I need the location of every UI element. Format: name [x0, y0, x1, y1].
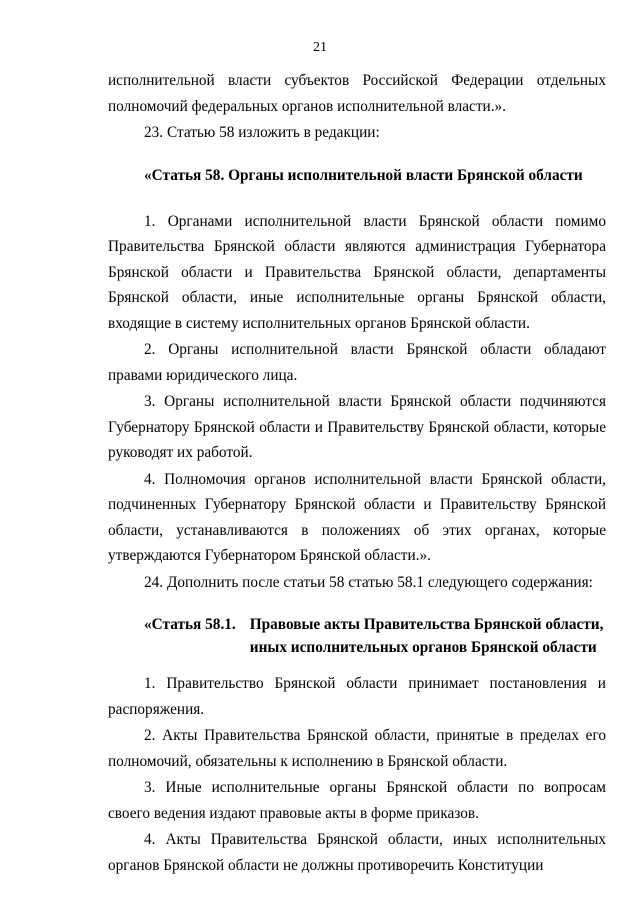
- paragraph-continuation: исполнительной власти субъектов Российской Федерации отдельных полномочий федеральных органов исполнительной власти.».: [108, 72, 606, 115]
- page-number: 21: [313, 40, 327, 55]
- paragraph-58-3: 3. Органы исполнительной власти Брянской области подчиняются Губернатору Брянской области и Правительству Брянской области, которые руководят их работой.: [108, 393, 606, 461]
- paragraph-58-1-4: 4. Акты Правительства Брянской области, иных исполнительных органов Брянской области не должны противоречить Конституции: [108, 831, 606, 874]
- article-58-1-title: Правовые акты Правительства Брянской области, иных исполнительных органов Брянской области: [249, 616, 604, 656]
- paragraph-58-1-3: 3. Иные исполнительные органы Брянской области по вопросам своего ведения издают правовые акты в форме приказов.: [108, 779, 606, 822]
- article-58-1-number: «Статья 58.1.: [144, 616, 236, 633]
- document-body: [108, 68, 606, 878]
- article-58-heading: «Статья 58. Органы исполнительной власти Брянской области: [144, 166, 583, 184]
- paragraph-item-23: 23. Статью 58 изложить в редакции:: [144, 124, 380, 141]
- paragraph-58-1-1: 1. Правительство Брянской области принимает постановления и распоряжения.: [108, 675, 606, 718]
- paragraph-58-4: 4. Полномочия органов исполнительной власти Брянской области, подчиненных Губернатору Брянской области и Правительству Брянской области, устанавливаются в положениях об этих органах, которые утверждаются Губернатором Брянской области.».: [108, 470, 606, 564]
- paragraph-58-2: 2. Органы исполнительной власти Брянской области обладают правами юридического лица.: [108, 341, 606, 384]
- paragraph-item-24: 24. Дополнить после статьи 58 статью 58.1 следующего содержания:: [144, 573, 593, 591]
- paragraph-58-1-2: 2. Акты Правительства Брянской области, принятые в пределах его полномочий, обязательны к исполнению в Брянской области.: [108, 727, 606, 770]
- paragraph-58-1: 1. Органами исполнительной власти Брянской области помимо Правительства Брянской области являются администрация Губернатора Брянской области и Правительства Брянской области, департаменты Брянской области, иные исполнительные органы Брянской области, входящие в систему исполнительных органов Брянской области.: [108, 212, 606, 332]
- article-58-1-heading: [108, 613, 606, 659]
